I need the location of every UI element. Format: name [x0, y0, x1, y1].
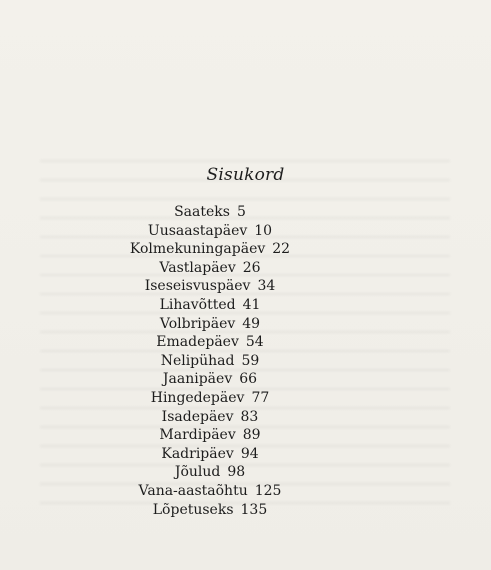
toc-entry-page: 54 — [245, 334, 264, 351]
toc-entry — [0, 203, 420, 222]
toc-entry — [0, 463, 420, 482]
toc-entry — [0, 370, 420, 389]
toc-entry — [0, 315, 420, 334]
toc-entry-label: Kadripäev — [161, 445, 234, 462]
toc-entry-label: Isadepäev — [161, 408, 234, 425]
toc-entry-page: 49 — [242, 315, 261, 332]
page-title: Sisukord — [206, 165, 285, 185]
toc-entry — [0, 445, 420, 464]
toc-entry-page: 5 — [236, 204, 246, 220]
toc-entry-label: Lihavõtted — [159, 296, 236, 313]
toc-entry — [0, 333, 420, 352]
toc-entry — [0, 259, 420, 278]
toc-entry — [0, 277, 420, 296]
toc-entry-page: 125 — [254, 482, 282, 499]
table-of-contents — [0, 203, 420, 519]
toc-entry-page: 41 — [242, 296, 261, 313]
toc-entry-page: 34 — [257, 278, 276, 295]
toc-entry-page: 135 — [240, 501, 268, 518]
toc-entry-page: 10 — [254, 222, 273, 239]
toc-entry-page: 77 — [251, 389, 270, 406]
toc-entry — [0, 501, 420, 520]
toc-entry-label: Lõpetuseks — [152, 501, 234, 518]
toc-entry-page: 94 — [240, 445, 259, 462]
toc-entry-page: 83 — [240, 408, 259, 425]
toc-entry — [0, 408, 420, 427]
toc-entry-label: Kolmekuningapäev — [129, 241, 266, 258]
toc-entry — [0, 222, 420, 241]
toc-entry-label: Vana-aastaõhtu — [138, 482, 248, 499]
toc-entry-label: Nelipühad — [160, 352, 235, 369]
toc-entry-label: Jaanipäev — [162, 371, 233, 388]
toc-entry — [0, 352, 420, 371]
toc-entry-label: Iseseisvuspäev — [144, 278, 251, 295]
toc-entry-page: 59 — [241, 352, 260, 369]
toc-entry-label: Saateks — [174, 204, 230, 220]
toc-entry-label: Uusaastapäev — [147, 222, 248, 239]
toc-entry-label: Vastlapäev — [159, 259, 236, 276]
toc-entry-page: 66 — [239, 371, 258, 388]
toc-entry — [0, 389, 420, 408]
toc-entry-label: Mardipäev — [159, 427, 236, 444]
toc-entry-label: Hingedepäev — [150, 389, 245, 406]
toc-entry-label: Volbripäev — [159, 315, 236, 332]
toc-entry-page: 89 — [242, 427, 261, 444]
toc-entry-page: 26 — [242, 259, 261, 276]
toc-entry-label: Jõulud — [174, 464, 221, 481]
toc-entry — [0, 296, 420, 315]
toc-entry-page: 22 — [272, 241, 291, 258]
toc-entry-label: Emadepäev — [156, 334, 239, 351]
toc-entry — [0, 426, 420, 445]
toc-entry — [0, 240, 420, 259]
toc-entry-page: 98 — [227, 464, 246, 481]
toc-entry — [0, 482, 420, 501]
